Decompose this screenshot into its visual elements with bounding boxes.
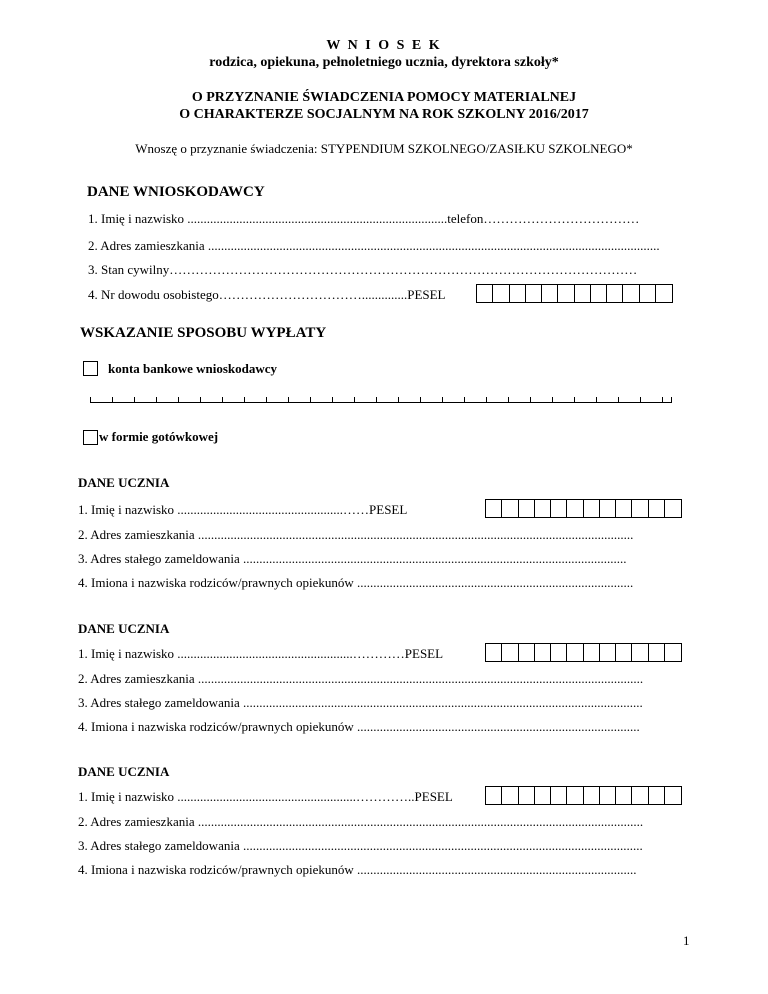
applicant-id-line[interactable]: 4. Nr dowodu osobistego……………………………..............PESEL xyxy=(88,287,446,302)
cash-payment-checkbox[interactable] xyxy=(83,430,98,445)
student-1-address-line[interactable]: 2. Adres zamieszkania ...................................................................................................................................... xyxy=(78,527,634,542)
bank-account-number-field[interactable] xyxy=(90,394,672,403)
bank-account-label: konta bankowe wnioskodawcy xyxy=(108,361,278,376)
student-3-address-line[interactable]: 2. Adres zamieszkania ......................................................................................................................................... xyxy=(78,814,644,829)
form-subtitle: rodzica, opiekuna, pełnoletniego ucznia, dyrektora szkoły* xyxy=(209,55,559,70)
student-1-parents-line[interactable]: 4. Imiona i nazwiska rodziców/prawnych opiekunów ..................................................................................... xyxy=(78,575,634,590)
student-3-name-line[interactable]: 1. Imię i nazwisko .......................................................…………..PESEL xyxy=(78,789,453,804)
page-number: 1 xyxy=(683,933,690,948)
applicant-name-line[interactable]: 1. Imię i nazwisko ................................................................................telefon……………………………… xyxy=(88,211,640,226)
request-line: Wnoszę o przyznanie świadczenia: STYPENDIUM SZKOLNEGO/ZASIŁKU SZKOLNEGO* xyxy=(135,141,633,156)
student-1-heading: DANE UCZNIA xyxy=(78,475,170,490)
bank-account-checkbox[interactable] xyxy=(83,361,98,376)
cash-payment-label: w formie gotówkowej xyxy=(99,429,219,444)
applicant-address-line[interactable]: 2. Adres zamieszkania ........................................................................................................................................... xyxy=(88,238,660,253)
form-heading-line1: O PRZYZNANIE ŚWIADCZENIA POMOCY MATERIALNEJ xyxy=(191,90,577,105)
student-1-pesel-boxes[interactable] xyxy=(485,499,682,518)
student-2-name-line[interactable]: 1. Imię i nazwisko ......................................................…………PESEL xyxy=(78,646,444,661)
form-heading-line2: O CHARAKTERZE SOCJALNYM NA ROK SZKOLNY 2016/2017 xyxy=(179,107,589,122)
student-3-heading: DANE UCZNIA xyxy=(78,764,170,779)
student-2-parents-line[interactable]: 4. Imiona i nazwiska rodziców/prawnych opiekunów ....................................................................................... xyxy=(78,719,640,734)
applicant-pesel-boxes[interactable] xyxy=(476,284,673,303)
applicant-civil-status-line[interactable]: 3. Stan cywilny……………………………………………………………………………………………… xyxy=(88,262,638,277)
student-2-pesel-boxes[interactable] xyxy=(485,643,682,662)
applicant-heading: DANE WNIOSKODAWCY xyxy=(87,184,265,200)
form-title: W N I O S E K xyxy=(326,38,442,53)
student-1-registered-address-line[interactable]: 3. Adres stałego zameldowania ...................................................................................................................... xyxy=(78,551,627,566)
student-2-heading: DANE UCZNIA xyxy=(78,621,170,636)
student-2-registered-address-line[interactable]: 3. Adres stałego zameldowania ........................................................................................................................... xyxy=(78,695,643,710)
student-2-address-line[interactable]: 2. Adres zamieszkania ......................................................................................................................................... xyxy=(78,671,644,686)
payment-heading: WSKAZANIE SPOSOBU WYPŁATY xyxy=(80,325,327,341)
student-1-name-line[interactable]: 1. Imię i nazwisko ...................................................……PESEL xyxy=(78,502,408,517)
student-3-pesel-boxes[interactable] xyxy=(485,786,682,805)
student-3-parents-line[interactable]: 4. Imiona i nazwiska rodziców/prawnych opiekunów ...................................................................................... xyxy=(78,862,637,877)
student-3-registered-address-line[interactable]: 3. Adres stałego zameldowania ........................................................................................................................... xyxy=(78,838,643,853)
